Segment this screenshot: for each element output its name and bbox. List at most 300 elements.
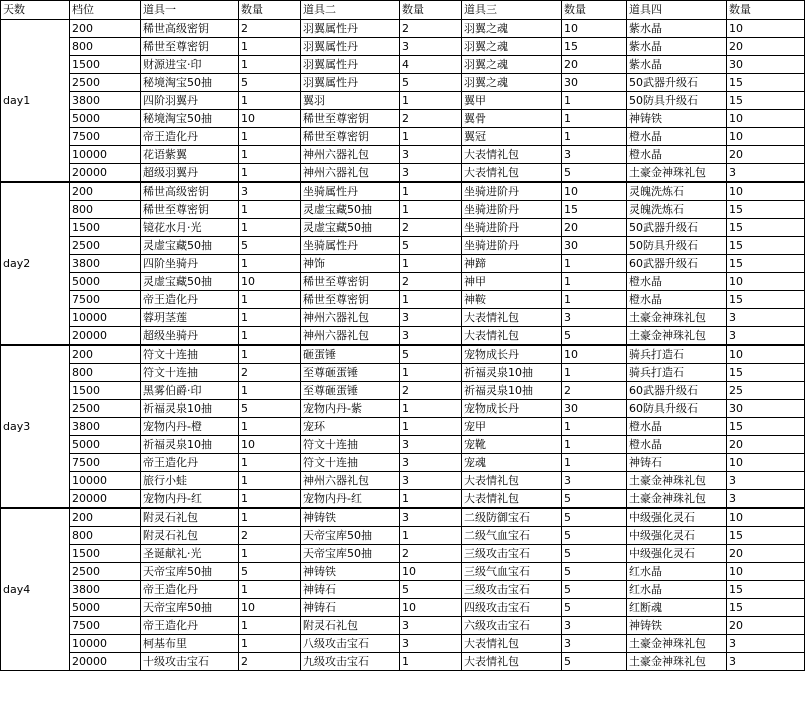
item2-cell: 坐骑属性丹 (301, 237, 400, 255)
qty3-cell: 3 (562, 472, 627, 490)
qty4-cell: 20 (727, 617, 805, 635)
item4-cell: 橙水晶 (627, 436, 727, 454)
tier-cell: 5000 (70, 273, 141, 291)
item2-cell: 宠环 (301, 418, 400, 436)
qty3-cell: 10 (562, 20, 627, 38)
qty2-cell: 1 (400, 128, 462, 146)
qty4-cell: 15 (727, 364, 805, 382)
tier-cell: 3800 (70, 581, 141, 599)
qty4-cell: 15 (727, 291, 805, 309)
item3-cell: 神甲 (462, 273, 562, 291)
qty3-cell: 1 (562, 436, 627, 454)
item1-cell: 财源进宝·印 (141, 56, 239, 74)
item1-cell: 帝王造化丹 (141, 454, 239, 472)
item3-cell: 大表情礼包 (462, 635, 562, 653)
item3-cell: 宠物成长丹 (462, 400, 562, 418)
item3-cell: 祈福灵泉10抽 (462, 364, 562, 382)
table-row (1, 382, 805, 400)
qty4-cell: 10 (727, 345, 805, 364)
qty3-cell: 1 (562, 128, 627, 146)
qty3-cell: 2 (562, 382, 627, 400)
tier-cell: 7500 (70, 617, 141, 635)
item2-cell: 坐骑属性丹 (301, 182, 400, 201)
qty3-cell: 1 (562, 255, 627, 273)
qty2-cell: 2 (400, 273, 462, 291)
item4-cell: 60武器升级石 (627, 382, 727, 400)
qty4-cell: 20 (727, 38, 805, 56)
item1-cell: 花语紫翼 (141, 146, 239, 164)
tier-cell: 1500 (70, 219, 141, 237)
item3-cell: 四级攻击宝石 (462, 599, 562, 617)
item4-cell: 神铸铁 (627, 110, 727, 128)
qty1-cell: 1 (239, 219, 301, 237)
item3-cell: 羽翼之魂 (462, 20, 562, 38)
qty4-cell: 3 (727, 635, 805, 653)
item2-cell: 羽翼属性丹 (301, 74, 400, 92)
item2-cell: 神州六器礼包 (301, 309, 400, 327)
item2-cell: 至尊砸蛋锤 (301, 364, 400, 382)
item2-cell: 神州六器礼包 (301, 146, 400, 164)
qty4-cell: 25 (727, 382, 805, 400)
item4-cell: 紫水晶 (627, 20, 727, 38)
tier-cell: 20000 (70, 327, 141, 346)
item4-cell: 土豪金神珠礼包 (627, 653, 727, 671)
item3-cell: 神蹄 (462, 255, 562, 273)
item2-cell: 八级攻击宝石 (301, 635, 400, 653)
table-row (1, 74, 805, 92)
qty3-cell: 30 (562, 74, 627, 92)
table-row (1, 527, 805, 545)
item2-cell: 至尊砸蛋锤 (301, 382, 400, 400)
qty3-cell: 5 (562, 490, 627, 509)
qty2-cell: 2 (400, 545, 462, 563)
qty4-cell: 30 (727, 400, 805, 418)
qty4-cell: 3 (727, 164, 805, 183)
qty4-cell: 10 (727, 273, 805, 291)
item4-cell: 60武器升级石 (627, 255, 727, 273)
qty3-cell: 5 (562, 527, 627, 545)
tier-cell: 20000 (70, 164, 141, 183)
qty2-cell: 5 (400, 581, 462, 599)
item4-cell: 中级强化灵石 (627, 527, 727, 545)
qty3-cell: 5 (562, 581, 627, 599)
tier-cell: 10000 (70, 635, 141, 653)
item3-cell: 翼甲 (462, 92, 562, 110)
table-row (1, 201, 805, 219)
tier-cell: 3800 (70, 92, 141, 110)
qty2-cell: 1 (400, 182, 462, 201)
item3-cell: 六级攻击宝石 (462, 617, 562, 635)
item4-cell: 中级强化灵石 (627, 508, 727, 527)
qty2-cell: 5 (400, 74, 462, 92)
table-row (1, 635, 805, 653)
qty2-cell: 3 (400, 309, 462, 327)
tier-cell: 1500 (70, 382, 141, 400)
table-row (1, 291, 805, 309)
qty1-cell: 1 (239, 635, 301, 653)
qty1-cell: 1 (239, 164, 301, 183)
qty3-cell: 1 (562, 418, 627, 436)
item2-cell: 稀世至尊密钥 (301, 128, 400, 146)
qty2-cell: 3 (400, 454, 462, 472)
item1-cell: 附灵石礼包 (141, 508, 239, 527)
item3-cell: 宠甲 (462, 418, 562, 436)
tier-cell: 800 (70, 201, 141, 219)
table-row (1, 327, 805, 346)
item3-cell: 大表情礼包 (462, 146, 562, 164)
qty4-cell: 10 (727, 508, 805, 527)
item1-cell: 符文十连抽 (141, 345, 239, 364)
table-row (1, 545, 805, 563)
qty3-cell: 15 (562, 201, 627, 219)
qty1-cell: 1 (239, 327, 301, 346)
qty3-cell: 20 (562, 219, 627, 237)
qty4-cell: 15 (727, 92, 805, 110)
item4-cell: 土豪金神珠礼包 (627, 635, 727, 653)
item4-cell: 土豪金神珠礼包 (627, 327, 727, 346)
item4-cell: 50防具升级石 (627, 92, 727, 110)
item1-cell: 圣诞献礼·光 (141, 545, 239, 563)
qty3-cell: 5 (562, 327, 627, 346)
item3-cell: 翼冠 (462, 128, 562, 146)
item1-cell: 镜花水月·光 (141, 219, 239, 237)
item2-cell: 天帝宝库50抽 (301, 527, 400, 545)
table-row (1, 128, 805, 146)
item4-cell: 灵魄洗炼石 (627, 182, 727, 201)
qty4-cell: 10 (727, 20, 805, 38)
item4-cell: 紫水晶 (627, 38, 727, 56)
tier-cell: 10000 (70, 146, 141, 164)
table-row (1, 273, 805, 291)
qty2-cell: 3 (400, 327, 462, 346)
qty3-cell: 30 (562, 237, 627, 255)
qty3-cell: 5 (562, 599, 627, 617)
tier-cell: 200 (70, 20, 141, 38)
item2-cell: 神铸铁 (301, 508, 400, 527)
table-row (1, 418, 805, 436)
item1-cell: 稀世高级密钥 (141, 182, 239, 201)
qty4-cell: 15 (727, 201, 805, 219)
qty2-cell: 2 (400, 219, 462, 237)
item2-cell: 宠物内丹-红 (301, 490, 400, 509)
qty4-cell: 15 (727, 237, 805, 255)
item4-cell: 50武器升级石 (627, 74, 727, 92)
item4-cell: 橙水晶 (627, 146, 727, 164)
item4-cell: 50防具升级石 (627, 237, 727, 255)
tier-cell: 3800 (70, 255, 141, 273)
tier-cell: 5000 (70, 436, 141, 454)
tier-cell: 5000 (70, 599, 141, 617)
header-tier: 档位 (70, 1, 141, 20)
qty3-cell: 1 (562, 110, 627, 128)
item4-cell: 土豪金神珠礼包 (627, 490, 727, 509)
item1-cell: 天帝宝库50抽 (141, 599, 239, 617)
item1-cell: 祈福灵泉10抽 (141, 436, 239, 454)
qty4-cell: 3 (727, 309, 805, 327)
item3-cell: 大表情礼包 (462, 472, 562, 490)
qty3-cell: 10 (562, 345, 627, 364)
tier-cell: 20000 (70, 490, 141, 509)
item4-cell: 红水晶 (627, 581, 727, 599)
qty2-cell: 2 (400, 110, 462, 128)
qty3-cell: 1 (562, 454, 627, 472)
qty1-cell: 1 (239, 508, 301, 527)
item2-cell: 神州六器礼包 (301, 472, 400, 490)
qty1-cell: 1 (239, 472, 301, 490)
qty2-cell: 1 (400, 255, 462, 273)
qty3-cell: 30 (562, 400, 627, 418)
tier-cell: 800 (70, 527, 141, 545)
qty3-cell: 3 (562, 309, 627, 327)
qty4-cell: 15 (727, 219, 805, 237)
item4-cell: 中级强化灵石 (627, 545, 727, 563)
qty4-cell: 15 (727, 599, 805, 617)
tier-cell: 20000 (70, 653, 141, 671)
header-qty2: 数量 (400, 1, 462, 20)
item1-cell: 附灵石礼包 (141, 527, 239, 545)
qty3-cell: 5 (562, 653, 627, 671)
item1-cell: 柯基布里 (141, 635, 239, 653)
item1-cell: 秘境淘宝50抽 (141, 110, 239, 128)
item2-cell: 稀世至尊密钥 (301, 110, 400, 128)
item2-cell: 砸蛋锤 (301, 345, 400, 364)
qty3-cell: 3 (562, 146, 627, 164)
tier-cell: 3800 (70, 418, 141, 436)
item4-cell: 红断魂 (627, 599, 727, 617)
tier-cell: 1500 (70, 56, 141, 74)
qty4-cell: 20 (727, 146, 805, 164)
item2-cell: 符文十连抽 (301, 436, 400, 454)
item1-cell: 祈福灵泉10抽 (141, 400, 239, 418)
item1-cell: 宠物内丹-橙 (141, 418, 239, 436)
qty2-cell: 3 (400, 38, 462, 56)
item2-cell: 羽翼属性丹 (301, 38, 400, 56)
item3-cell: 坐骑进阶丹 (462, 201, 562, 219)
qty1-cell: 1 (239, 309, 301, 327)
qty3-cell: 3 (562, 617, 627, 635)
item3-cell: 三级攻击宝石 (462, 581, 562, 599)
item1-cell: 旅行小蛙 (141, 472, 239, 490)
tier-cell: 7500 (70, 128, 141, 146)
item4-cell: 骑兵打造石 (627, 364, 727, 382)
table-row (1, 436, 805, 454)
qty2-cell: 1 (400, 400, 462, 418)
table-row (1, 255, 805, 273)
item1-cell: 宠物内丹-红 (141, 490, 239, 509)
item2-cell: 神铸石 (301, 581, 400, 599)
item4-cell: 橙水晶 (627, 418, 727, 436)
table-row (1, 400, 805, 418)
item3-cell: 三级攻击宝石 (462, 545, 562, 563)
item4-cell: 橙水晶 (627, 128, 727, 146)
qty2-cell: 1 (400, 364, 462, 382)
item1-cell: 灵虚宝藏50抽 (141, 237, 239, 255)
table-row (1, 182, 805, 201)
item3-cell: 三级气血宝石 (462, 563, 562, 581)
item2-cell: 宠物内丹-紫 (301, 400, 400, 418)
table-row (1, 38, 805, 56)
qty2-cell: 1 (400, 291, 462, 309)
qty4-cell: 3 (727, 327, 805, 346)
item3-cell: 羽翼之魂 (462, 74, 562, 92)
table-row (1, 237, 805, 255)
table-row (1, 20, 805, 38)
tier-cell: 7500 (70, 291, 141, 309)
qty1-cell: 1 (239, 617, 301, 635)
qty2-cell: 5 (400, 345, 462, 364)
qty2-cell: 1 (400, 201, 462, 219)
item3-cell: 羽翼之魂 (462, 56, 562, 74)
qty2-cell: 1 (400, 92, 462, 110)
item2-cell: 翼羽 (301, 92, 400, 110)
header-qty3: 数量 (562, 1, 627, 20)
item3-cell: 宠靴 (462, 436, 562, 454)
qty4-cell: 3 (727, 490, 805, 509)
qty4-cell: 15 (727, 418, 805, 436)
qty1-cell: 1 (239, 291, 301, 309)
item4-cell: 神铸铁 (627, 617, 727, 635)
qty4-cell: 10 (727, 110, 805, 128)
qty2-cell: 3 (400, 635, 462, 653)
qty1-cell: 1 (239, 38, 301, 56)
table-row (1, 563, 805, 581)
tier-cell: 800 (70, 364, 141, 382)
header-item1: 道具一 (141, 1, 239, 20)
qty1-cell: 1 (239, 581, 301, 599)
item1-cell: 符文十连抽 (141, 364, 239, 382)
tier-cell: 200 (70, 182, 141, 201)
qty4-cell: 15 (727, 527, 805, 545)
qty4-cell: 15 (727, 581, 805, 599)
qty3-cell: 10 (562, 182, 627, 201)
item3-cell: 翼骨 (462, 110, 562, 128)
qty1-cell: 1 (239, 345, 301, 364)
table-row (1, 345, 805, 364)
item1-cell: 帝王造化丹 (141, 617, 239, 635)
table-row (1, 653, 805, 671)
item2-cell: 羽翼属性丹 (301, 56, 400, 74)
item1-cell: 超级坐骑丹 (141, 327, 239, 346)
qty1-cell: 2 (239, 653, 301, 671)
item3-cell: 神鞍 (462, 291, 562, 309)
table-row (1, 617, 805, 635)
item2-cell: 神州六器礼包 (301, 327, 400, 346)
item4-cell: 橙水晶 (627, 291, 727, 309)
item1-cell: 四阶坐骑丹 (141, 255, 239, 273)
qty1-cell: 2 (239, 527, 301, 545)
qty1-cell: 10 (239, 599, 301, 617)
tier-cell: 800 (70, 38, 141, 56)
item4-cell: 灵魄洗炼石 (627, 201, 727, 219)
qty1-cell: 1 (239, 454, 301, 472)
item1-cell: 灵虚宝藏50抽 (141, 273, 239, 291)
header-row (1, 1, 805, 20)
item1-cell: 稀世至尊密钥 (141, 38, 239, 56)
table-row (1, 110, 805, 128)
table-row (1, 364, 805, 382)
qty1-cell: 3 (239, 182, 301, 201)
qty3-cell: 1 (562, 291, 627, 309)
table-row (1, 599, 805, 617)
qty3-cell: 15 (562, 38, 627, 56)
item4-cell: 50武器升级石 (627, 219, 727, 237)
header-item4: 道具四 (627, 1, 727, 20)
item4-cell: 60防具升级石 (627, 400, 727, 418)
qty2-cell: 3 (400, 164, 462, 183)
qty1-cell: 5 (239, 74, 301, 92)
qty3-cell: 5 (562, 164, 627, 183)
tier-cell: 10000 (70, 309, 141, 327)
item3-cell: 二级气血宝石 (462, 527, 562, 545)
qty1-cell: 1 (239, 545, 301, 563)
item2-cell: 神饰 (301, 255, 400, 273)
qty2-cell: 4 (400, 56, 462, 74)
qty2-cell: 3 (400, 436, 462, 454)
item1-cell: 秘境淘宝50抽 (141, 74, 239, 92)
qty4-cell: 20 (727, 545, 805, 563)
item4-cell: 骑兵打造石 (627, 345, 727, 364)
qty4-cell: 30 (727, 56, 805, 74)
item2-cell: 天帝宝库50抽 (301, 545, 400, 563)
item2-cell: 灵虚宝藏50抽 (301, 201, 400, 219)
item3-cell: 大表情礼包 (462, 490, 562, 509)
qty1-cell: 2 (239, 20, 301, 38)
qty1-cell: 5 (239, 400, 301, 418)
item1-cell: 帝王造化丹 (141, 581, 239, 599)
item2-cell: 稀世至尊密钥 (301, 273, 400, 291)
item2-cell: 符文十连抽 (301, 454, 400, 472)
table-row (1, 146, 805, 164)
qty1-cell: 10 (239, 273, 301, 291)
qty4-cell: 15 (727, 255, 805, 273)
item4-cell: 红水晶 (627, 563, 727, 581)
item1-cell: 超级羽翼丹 (141, 164, 239, 183)
qty4-cell: 3 (727, 653, 805, 671)
item3-cell: 宠物成长丹 (462, 345, 562, 364)
table-row (1, 164, 805, 183)
item4-cell: 土豪金神珠礼包 (627, 164, 727, 183)
qty4-cell: 10 (727, 454, 805, 472)
item1-cell: 天帝宝库50抽 (141, 563, 239, 581)
item4-cell: 橙水晶 (627, 273, 727, 291)
tier-cell: 200 (70, 508, 141, 527)
table-row (1, 581, 805, 599)
table-row (1, 309, 805, 327)
qty4-cell: 10 (727, 128, 805, 146)
table-row (1, 454, 805, 472)
table-row (1, 508, 805, 527)
qty2-cell: 1 (400, 490, 462, 509)
qty1-cell: 1 (239, 382, 301, 400)
qty2-cell: 3 (400, 472, 462, 490)
item2-cell: 附灵石礼包 (301, 617, 400, 635)
item1-cell: 黑雾伯爵·印 (141, 382, 239, 400)
qty1-cell: 1 (239, 56, 301, 74)
item3-cell: 二级防御宝石 (462, 508, 562, 527)
qty1-cell: 5 (239, 563, 301, 581)
day-cell: day4 (1, 508, 70, 671)
qty2-cell: 10 (400, 563, 462, 581)
qty4-cell: 3 (727, 472, 805, 490)
item1-cell: 稀世至尊密钥 (141, 201, 239, 219)
qty2-cell: 10 (400, 599, 462, 617)
qty4-cell: 10 (727, 563, 805, 581)
tier-cell: 1500 (70, 545, 141, 563)
table-row (1, 56, 805, 74)
qty1-cell: 10 (239, 436, 301, 454)
item2-cell: 九级攻击宝石 (301, 653, 400, 671)
table-row (1, 219, 805, 237)
